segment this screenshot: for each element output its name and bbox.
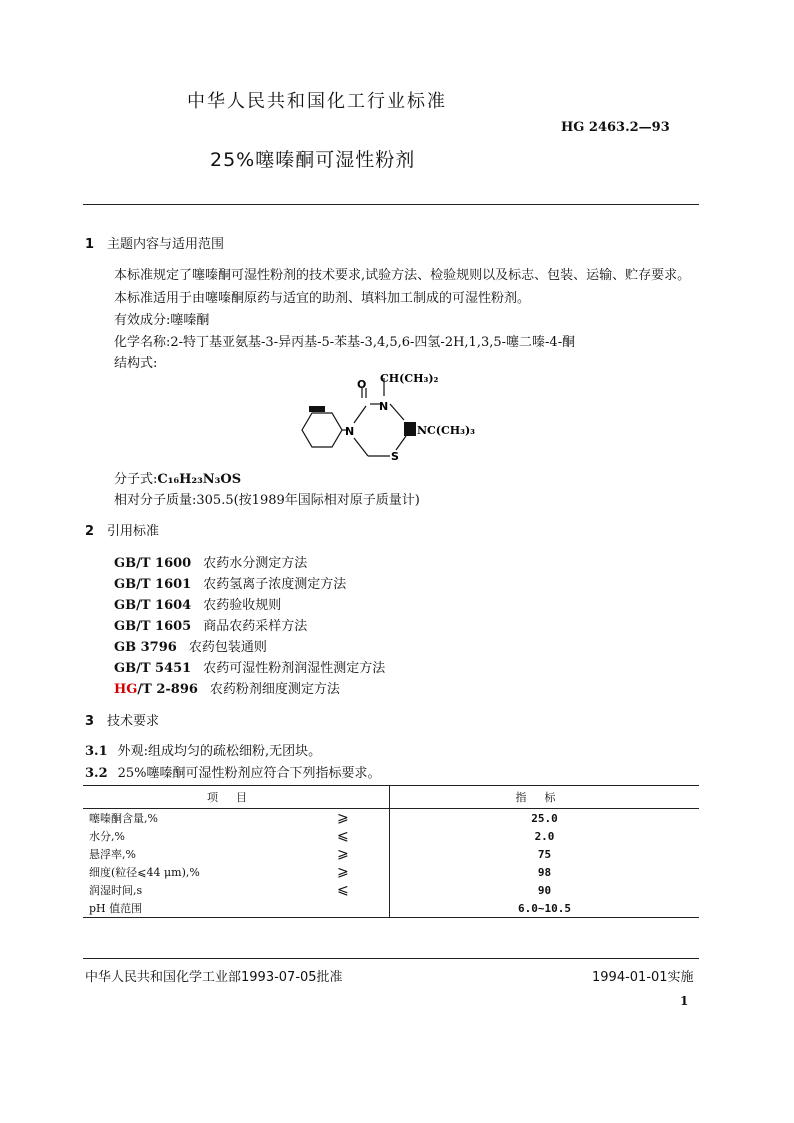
table-cell-value: 2.0 bbox=[390, 827, 700, 845]
reference-item bbox=[114, 678, 340, 697]
reference-name: 农药验收规则 bbox=[203, 598, 282, 613]
paragraph-line: 结构式: bbox=[114, 356, 158, 371]
table-cell-operator: ⩽ bbox=[337, 882, 349, 898]
table-cell-operator bbox=[337, 899, 390, 918]
paragraph-line: 本标准规定了噻嗪酮可湿性粉剂的技术要求,试验方法、检验规则以及标志、包装、运输、贮存要求。 bbox=[114, 268, 691, 283]
reference-name: 农药氢离子浓度测定方法 bbox=[203, 577, 347, 592]
table-row bbox=[83, 899, 699, 918]
reference-code-highlight: HG bbox=[114, 682, 138, 697]
paragraph-line: 有效成分:噻嗪酮 bbox=[114, 313, 210, 328]
molecular-formula-line bbox=[114, 468, 241, 487]
reference-code: GB 3796 bbox=[114, 640, 177, 655]
reference-code: GB/T 1604 bbox=[114, 598, 192, 613]
subsection-text: 25%噻嗪酮可湿性粉剂应符合下列指标要求。 bbox=[117, 766, 381, 781]
table-row bbox=[83, 827, 699, 845]
reference-item bbox=[114, 594, 281, 613]
reference-name: 农药水分测定方法 bbox=[203, 556, 308, 571]
table-row bbox=[83, 881, 699, 899]
table-cell-item: 悬浮率,% bbox=[89, 848, 136, 861]
reference-item bbox=[114, 615, 307, 634]
table-cell-value: 75 bbox=[390, 845, 700, 863]
table-cell-item: 噻嗪酮含量,% bbox=[89, 812, 158, 825]
reference-name: 农药包装通则 bbox=[188, 640, 267, 655]
group-label: NC(CH₃)₃ bbox=[417, 424, 476, 437]
table-cell-value: 6.0~10.5 bbox=[390, 899, 700, 918]
header-divider bbox=[83, 204, 699, 205]
reference-item bbox=[114, 657, 385, 676]
table-cell-operator: ⩽ bbox=[337, 828, 349, 844]
table-cell-item: pH 值范围 bbox=[89, 902, 143, 915]
molecular-mass-line: 相对分子质量:305.5(按1989年国际相对原子质量计) bbox=[114, 493, 420, 508]
table-cell-item: 水分,% bbox=[89, 830, 125, 843]
subsection-3-1 bbox=[85, 740, 321, 759]
effective-date-line: 1994-01-01实施 bbox=[592, 970, 694, 985]
reference-name: 商品农药采样方法 bbox=[203, 619, 308, 634]
section-number: 1 bbox=[85, 237, 95, 252]
section-2-heading bbox=[85, 520, 159, 539]
section-number: 3 bbox=[85, 714, 95, 729]
atom-label: O bbox=[357, 378, 367, 391]
approval-line: 中华人民共和国化学工业部1993-07-05批准 bbox=[85, 970, 343, 985]
reference-code-rest: /T 2-896 bbox=[137, 682, 198, 697]
reference-code: GB/T 1600 bbox=[114, 556, 192, 571]
footer-divider bbox=[83, 958, 699, 959]
section-title: 技术要求 bbox=[107, 714, 160, 729]
molecular-formula: C₁₆H₂₃N₃OS bbox=[157, 472, 242, 487]
subsection-text: 外观:组成均匀的疏松细粉,无团块。 bbox=[117, 744, 322, 759]
subsection-number: 3.2 bbox=[85, 766, 108, 781]
section-title: 引用标准 bbox=[107, 524, 160, 539]
specification-table bbox=[83, 785, 699, 918]
org-title: 中华人民共和国化工行业标准 bbox=[187, 91, 447, 112]
reference-name: 农药可湿性粉剂润湿性测定方法 bbox=[203, 661, 386, 676]
atom-label: N bbox=[345, 425, 355, 438]
table-cell-item: 细度(粒径⩽44 μm),% bbox=[89, 866, 200, 879]
table-cell-value: 25.0 bbox=[390, 809, 700, 828]
subsection-3-2 bbox=[85, 762, 381, 781]
page-number: 1 bbox=[680, 994, 689, 1008]
table-cell-operator: ⩾ bbox=[337, 864, 349, 880]
reference-item bbox=[114, 552, 307, 571]
section-3-heading bbox=[85, 710, 159, 729]
atom-label: N bbox=[379, 400, 389, 413]
paragraph-line: 化学名称:2-特丁基亚氨基-3-异丙基-5-苯基-3,4,5,6-四氢-2H,1,3,5-噻二嗪-4-酮 bbox=[114, 335, 576, 350]
reference-code bbox=[114, 682, 198, 697]
subsection-number: 3.1 bbox=[85, 744, 108, 759]
table-cell-item: 润湿时间,s bbox=[89, 884, 143, 897]
standard-code: HG 2463.2—93 bbox=[561, 120, 670, 135]
atom-label: S bbox=[391, 450, 399, 463]
section-number: 2 bbox=[85, 524, 95, 539]
reference-item bbox=[114, 636, 267, 655]
reference-code: GB/T 5451 bbox=[114, 661, 192, 676]
reference-item bbox=[114, 573, 346, 592]
table-header-row bbox=[83, 786, 699, 809]
section-1-heading bbox=[85, 233, 224, 252]
section-title: 主题内容与适用范围 bbox=[107, 237, 225, 252]
document-title: 25%噻嗪酮可湿性粉剂 bbox=[210, 149, 416, 171]
table-row bbox=[83, 845, 699, 863]
table-cell-value: 98 bbox=[390, 863, 700, 881]
column-header-value: 指标 bbox=[390, 786, 700, 809]
table-cell-value: 90 bbox=[390, 881, 700, 899]
group-label: CH(CH₃)₂ bbox=[380, 372, 439, 385]
table-cell-operator: ⩾ bbox=[337, 846, 349, 862]
paragraph-line: 本标准适用于由噻嗪酮原药与适宜的助剂、填料加工制成的可湿性粉剂。 bbox=[114, 291, 531, 306]
table-row bbox=[83, 809, 699, 828]
column-header-item: 项目 bbox=[83, 786, 390, 809]
table-row bbox=[83, 863, 699, 881]
reference-code: GB/T 1605 bbox=[114, 619, 192, 634]
formula-label: 分子式: bbox=[114, 472, 158, 487]
structural-formula bbox=[290, 368, 520, 468]
table-cell-operator: ⩾ bbox=[337, 810, 349, 826]
reference-code: GB/T 1601 bbox=[114, 577, 192, 592]
reference-name: 农药粉剂细度测定方法 bbox=[209, 682, 340, 697]
